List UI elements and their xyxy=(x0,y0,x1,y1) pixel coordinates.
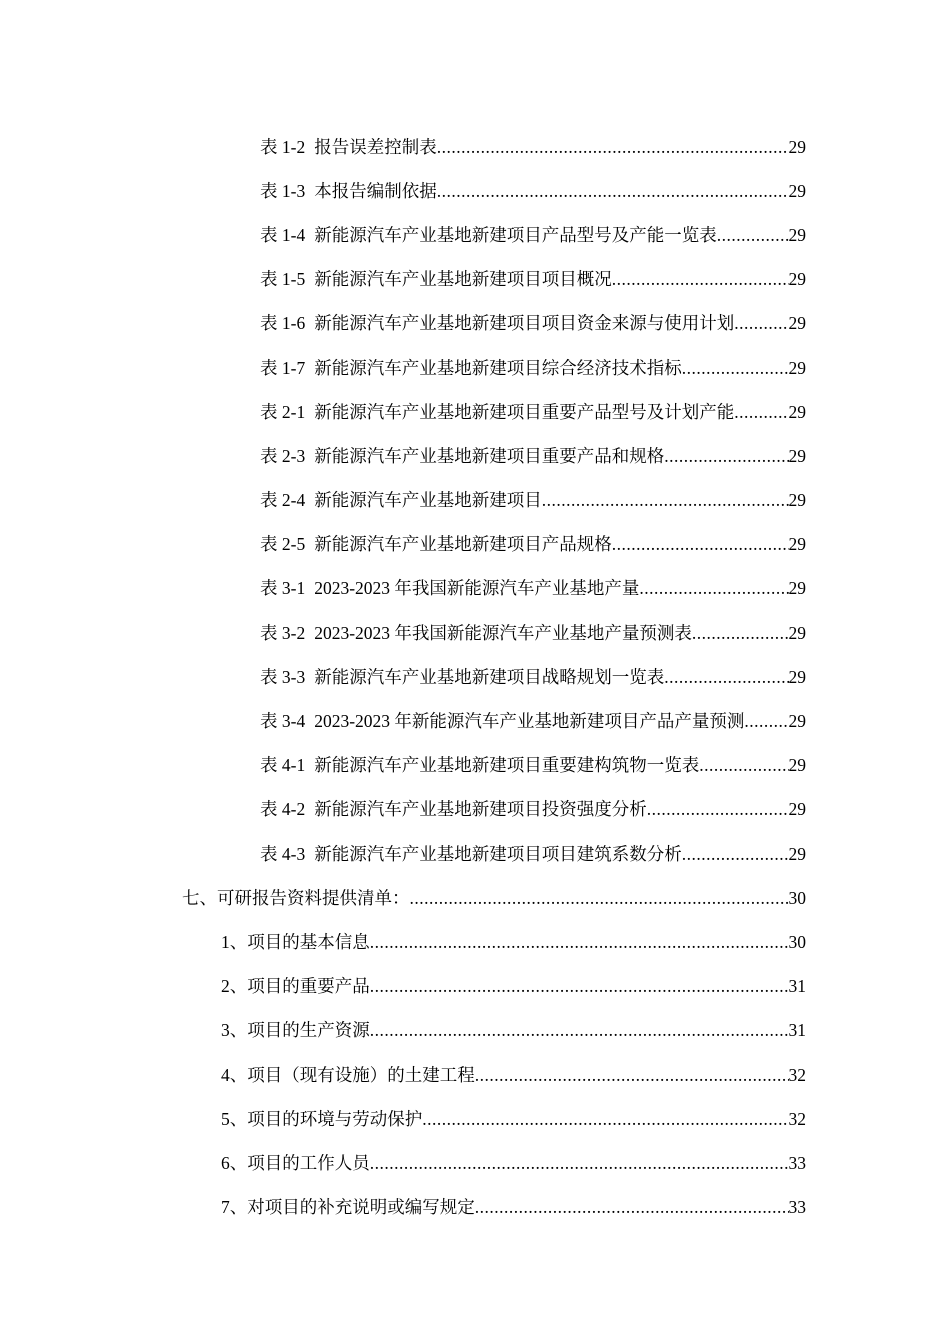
toc-entry-title: 2023-2023 年我国新能源汽车产业基地产量 xyxy=(314,578,640,599)
toc-entry-page: 29 xyxy=(788,357,806,378)
toc-entry-page: 29 xyxy=(788,401,806,422)
dot-leader xyxy=(734,402,788,423)
toc-entry-page: 29 xyxy=(788,269,806,290)
dot-leader xyxy=(612,269,789,290)
toc-entry[interactable] xyxy=(0,257,950,301)
toc-entry-page: 29 xyxy=(788,136,806,157)
toc-entry[interactable] xyxy=(0,919,950,963)
toc-entry-page: 33 xyxy=(788,1197,806,1218)
dot-leader xyxy=(699,755,788,776)
dot-leader xyxy=(370,1153,789,1174)
toc-entry-page: 29 xyxy=(788,799,806,820)
toc-entry-title: 4、项目（现有设施）的土建工程 xyxy=(221,1064,475,1085)
toc-entry[interactable] xyxy=(0,301,950,345)
toc-entry-page: 32 xyxy=(788,1064,806,1085)
toc-entry-page: 30 xyxy=(788,887,806,908)
toc-entry-title: 新能源汽车产业基地新建项目项目建筑系数分析 xyxy=(314,843,682,864)
toc-entry-title: 2023-2023 年新能源汽车产业基地新建项目产品产量预测 xyxy=(314,711,745,732)
toc-entry-label xyxy=(260,134,437,159)
toc-entry-label xyxy=(221,929,370,954)
toc-entry-number: 表 4-1 xyxy=(260,755,306,776)
toc-entry-label xyxy=(260,575,639,600)
toc-entry-page: 29 xyxy=(788,534,806,555)
toc-entry-title: 1、项目的基本信息 xyxy=(221,931,370,952)
toc-entry-page: 29 xyxy=(788,490,806,511)
toc-entry-page: 29 xyxy=(788,445,806,466)
toc-entry-label xyxy=(260,752,699,777)
toc-entry[interactable] xyxy=(0,610,950,654)
dot-leader xyxy=(437,181,789,202)
toc-entry-title: 新能源汽车产业基地新建项目战略规划一览表 xyxy=(314,666,665,687)
toc-entry-title: 本报告编制依据 xyxy=(314,180,437,201)
toc-entry-page: 29 xyxy=(788,578,806,599)
toc-entry[interactable] xyxy=(0,654,950,698)
toc-section-heading[interactable] xyxy=(0,875,950,919)
toc-entry-number: 表 3-3 xyxy=(260,666,306,687)
toc-entry-title: 2023-2023 年我国新能源汽车产业基地产量预测表 xyxy=(314,622,692,643)
toc-entry-title: 新能源汽车产业基地新建项目投资强度分析 xyxy=(314,799,647,820)
toc-entry[interactable] xyxy=(0,831,950,875)
toc-entry-label xyxy=(260,310,734,335)
toc-entry-number: 表 1-7 xyxy=(260,357,306,378)
toc-entry-title: 新能源汽车产业基地新建项目项目概况 xyxy=(314,269,612,290)
toc-entry-label xyxy=(260,399,734,424)
toc-entry[interactable] xyxy=(0,566,950,610)
toc-entry-number: 表 2-4 xyxy=(260,490,306,511)
toc-entry-page: 29 xyxy=(788,711,806,732)
dot-leader xyxy=(542,490,789,511)
toc-entry-page: 29 xyxy=(788,224,806,245)
toc-entry-number: 表 2-1 xyxy=(260,401,306,422)
dot-leader xyxy=(744,711,788,732)
toc-entry-page: 29 xyxy=(788,180,806,201)
toc-entry[interactable] xyxy=(0,698,950,742)
toc-entry-title: 新能源汽车产业基地新建项目项目资金来源与使用计划 xyxy=(314,313,735,334)
toc-entry-label xyxy=(260,531,612,556)
dot-leader xyxy=(370,976,789,997)
toc-entry[interactable] xyxy=(0,1096,950,1140)
dot-leader xyxy=(437,137,789,158)
toc-entry-title: 新能源汽车产业基地新建项目综合经济技术指标 xyxy=(314,357,682,378)
toc-entry-title: 6、项目的工作人员 xyxy=(221,1152,370,1173)
toc-entry[interactable] xyxy=(0,124,950,168)
toc-entry-label xyxy=(260,266,612,291)
toc-entry[interactable] xyxy=(0,1052,950,1096)
toc-entry-label xyxy=(260,222,717,247)
dot-leader xyxy=(682,844,789,865)
toc-entry-title: 新能源汽车产业基地新建项目重要产品和规格 xyxy=(314,445,665,466)
dot-leader xyxy=(682,358,789,379)
toc-entry-title: 新能源汽车产业基地新建项目产品型号及产能一览表 xyxy=(314,224,717,245)
dot-leader xyxy=(410,888,789,909)
dot-leader xyxy=(692,623,789,644)
toc-entry-label xyxy=(260,796,647,821)
toc-entry-title: 新能源汽车产业基地新建项目重要建构筑物一览表 xyxy=(314,755,700,776)
toc-entry-title: 新能源汽车产业基地新建项目重要产品型号及计划产能 xyxy=(314,401,735,422)
toc-entry-number: 表 3-4 xyxy=(260,711,306,732)
toc-entry-label xyxy=(182,885,410,910)
dot-leader xyxy=(612,534,789,555)
dot-leader xyxy=(734,313,788,334)
toc-entry-page: 29 xyxy=(788,755,806,776)
toc-entry[interactable] xyxy=(0,168,950,212)
toc-entry-title: 5、项目的环境与劳动保护 xyxy=(221,1108,423,1129)
dot-leader xyxy=(664,446,788,467)
toc-entry-page: 29 xyxy=(788,843,806,864)
dot-leader xyxy=(717,225,789,246)
toc-entry-number: 表 4-2 xyxy=(260,799,306,820)
toc-entry-label xyxy=(260,487,542,512)
toc-entry-label xyxy=(260,708,744,733)
toc-entry-page: 29 xyxy=(788,622,806,643)
toc-entry-title: 7、对项目的补充说明或编写规定 xyxy=(221,1197,475,1218)
toc-entry-label xyxy=(221,1150,370,1175)
toc-entry[interactable] xyxy=(0,478,950,522)
toc-entry-title: 新能源汽车产业基地新建项目 xyxy=(314,490,542,511)
table-of-contents xyxy=(0,124,950,1229)
toc-entry[interactable] xyxy=(0,787,950,831)
toc-entry-label xyxy=(221,1106,422,1131)
toc-entry-label xyxy=(221,1194,475,1219)
toc-entry[interactable] xyxy=(0,522,950,566)
dot-leader xyxy=(475,1197,789,1218)
toc-entry-number: 表 1-5 xyxy=(260,269,306,290)
toc-entry-page: 32 xyxy=(788,1108,806,1129)
toc-entry-page: 30 xyxy=(788,931,806,952)
toc-entry-page: 33 xyxy=(788,1152,806,1173)
toc-entry-label xyxy=(221,973,370,998)
dot-leader xyxy=(422,1109,788,1130)
toc-entry-label xyxy=(260,620,692,645)
dot-leader xyxy=(664,667,788,688)
toc-entry-title: 3、项目的生产资源 xyxy=(221,1020,370,1041)
toc-entry-number: 表 1-4 xyxy=(260,224,306,245)
toc-entry-label xyxy=(221,1062,475,1087)
toc-entry-number: 表 3-2 xyxy=(260,622,306,643)
toc-entry-page: 31 xyxy=(788,1020,806,1041)
toc-entry[interactable] xyxy=(0,1008,950,1052)
toc-entry[interactable] xyxy=(0,345,950,389)
dot-leader xyxy=(370,932,789,953)
toc-entry-label xyxy=(260,178,437,203)
toc-entry-label xyxy=(260,664,664,689)
toc-entry-number: 表 1-3 xyxy=(260,180,306,201)
toc-entry-number: 表 3-1 xyxy=(260,578,306,599)
dot-leader xyxy=(639,578,788,599)
toc-entry-number: 表 2-5 xyxy=(260,534,306,555)
dot-leader xyxy=(370,1020,789,1041)
toc-entry[interactable] xyxy=(0,743,950,787)
toc-entry[interactable] xyxy=(0,212,950,256)
dot-leader xyxy=(475,1065,789,1086)
toc-entry-title: 2、项目的重要产品 xyxy=(221,976,370,997)
toc-entry-label xyxy=(260,355,682,380)
toc-entry[interactable] xyxy=(0,964,950,1008)
toc-entry-page: 31 xyxy=(788,976,806,997)
dot-leader xyxy=(647,799,789,820)
toc-entry-page: 29 xyxy=(788,666,806,687)
toc-entry[interactable] xyxy=(0,389,950,433)
toc-entry[interactable] xyxy=(0,1185,950,1229)
toc-entry-number: 表 2-3 xyxy=(260,445,306,466)
toc-entry-label xyxy=(260,841,682,866)
toc-entry-number: 表 1-6 xyxy=(260,313,306,334)
toc-entry-number: 表 1-2 xyxy=(260,136,306,157)
toc-entry[interactable] xyxy=(0,433,950,477)
toc-entry-title: 七、可研报告资料提供清单： xyxy=(182,887,410,908)
toc-entry[interactable] xyxy=(0,1140,950,1184)
toc-entry-number: 表 4-3 xyxy=(260,843,306,864)
toc-entry-label xyxy=(221,1017,370,1042)
toc-entry-title: 新能源汽车产业基地新建项目产品规格 xyxy=(314,534,612,555)
toc-entry-title: 报告误差控制表 xyxy=(314,136,437,157)
toc-entry-page: 29 xyxy=(788,313,806,334)
toc-entry-label xyxy=(260,443,664,468)
